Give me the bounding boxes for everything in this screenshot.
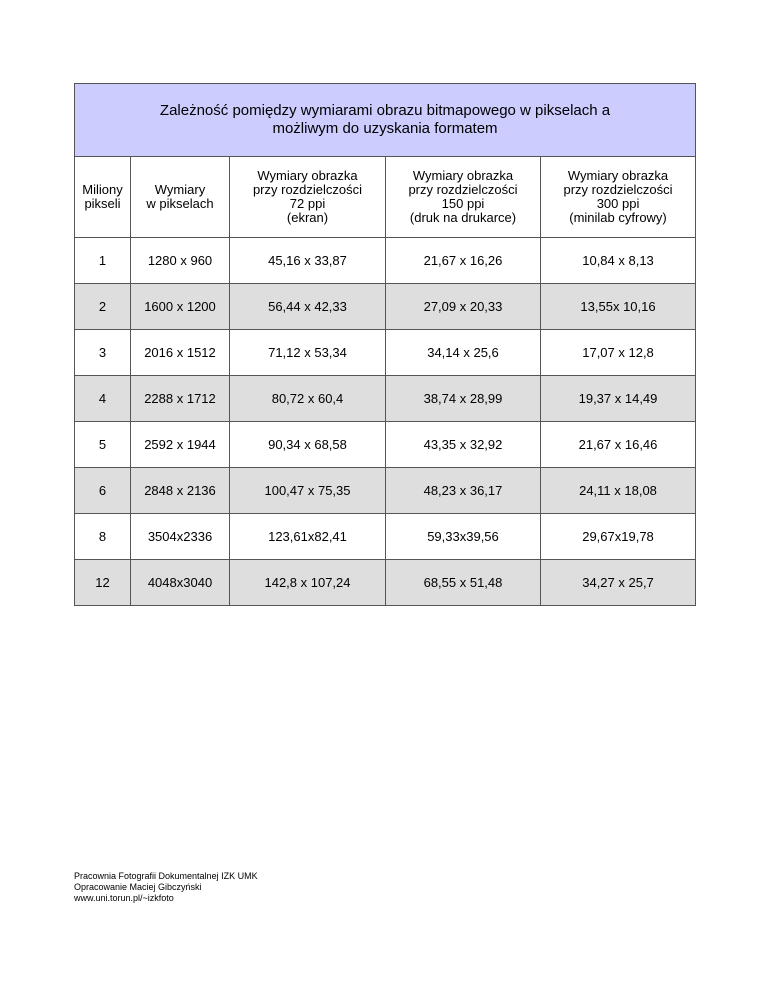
header-row bbox=[75, 157, 696, 238]
cell-megapixels: 12 bbox=[75, 560, 131, 606]
cell-pixels: 1600 x 1200 bbox=[131, 284, 230, 330]
header-line: 300 ppi bbox=[596, 196, 640, 211]
resolution-table bbox=[74, 83, 696, 606]
table-row bbox=[75, 514, 696, 560]
cell-72ppi: 142,8 x 107,24 bbox=[230, 560, 386, 606]
header-line: przy rozdzielczości bbox=[563, 182, 673, 197]
cell-72ppi: 45,16 x 33,87 bbox=[230, 238, 386, 284]
cell-300ppi: 19,37 x 14,49 bbox=[541, 376, 696, 422]
cell-pixels: 2288 x 1712 bbox=[131, 376, 230, 422]
cell-megapixels: 2 bbox=[75, 284, 131, 330]
cell-150ppi: 68,55 x 51,48 bbox=[386, 560, 541, 606]
cell-pixels: 2016 x 1512 bbox=[131, 330, 230, 376]
cell-72ppi: 100,47 x 75,35 bbox=[230, 468, 386, 514]
header-line: Wymiary obrazka bbox=[412, 168, 514, 183]
cell-150ppi: 59,33x39,56 bbox=[386, 514, 541, 560]
header-line: przy rozdzielczości bbox=[408, 182, 518, 197]
cell-megapixels: 6 bbox=[75, 468, 131, 514]
cell-pixels: 3504x2336 bbox=[131, 514, 230, 560]
cell-150ppi: 48,23 x 36,17 bbox=[386, 468, 541, 514]
cell-pixels: 2592 x 1944 bbox=[131, 422, 230, 468]
table-row bbox=[75, 330, 696, 376]
cell-megapixels: 1 bbox=[75, 238, 131, 284]
table-row bbox=[75, 560, 696, 606]
header-72ppi bbox=[230, 157, 386, 238]
cell-megapixels: 8 bbox=[75, 514, 131, 560]
cell-300ppi: 24,11 x 18,08 bbox=[541, 468, 696, 514]
cell-150ppi: 38,74 x 28,99 bbox=[386, 376, 541, 422]
header-line: Miliony bbox=[82, 182, 123, 197]
footer-line: Opracowanie Maciej Gibczyński bbox=[74, 882, 202, 892]
cell-megapixels: 3 bbox=[75, 330, 131, 376]
cell-pixels: 2848 x 2136 bbox=[131, 468, 230, 514]
table-row bbox=[75, 376, 696, 422]
table-row bbox=[75, 284, 696, 330]
header-pixel-dimensions bbox=[131, 157, 230, 238]
header-line: przy rozdzielczości bbox=[252, 182, 363, 197]
cell-150ppi: 34,14 x 25,6 bbox=[386, 330, 541, 376]
footer-line: Pracownia Fotografii Dokumentalnej IZK UMK bbox=[74, 871, 258, 881]
table-row bbox=[75, 468, 696, 514]
title-line: Zależność pomiędzy wymiarami obrazu bitmapowego w pikselach a bbox=[159, 102, 611, 119]
cell-72ppi: 90,34 x 68,58 bbox=[230, 422, 386, 468]
cell-300ppi: 17,07 x 12,8 bbox=[541, 330, 696, 376]
cell-300ppi: 34,27 x 25,7 bbox=[541, 560, 696, 606]
header-line: (ekran) bbox=[286, 210, 329, 225]
header-300ppi bbox=[541, 157, 696, 238]
header-line: (minilab cyfrowy) bbox=[569, 210, 667, 225]
cell-150ppi: 21,67 x 16,26 bbox=[386, 238, 541, 284]
header-line: Wymiary obrazka bbox=[257, 168, 358, 183]
header-line: 150 ppi bbox=[441, 196, 485, 211]
footer-line: www.uni.torun.pl/~izkfoto bbox=[74, 893, 174, 903]
cell-300ppi: 13,55x 10,16 bbox=[541, 284, 696, 330]
cell-pixels: 4048x3040 bbox=[131, 560, 230, 606]
header-megapixels bbox=[75, 157, 131, 238]
footer-credits bbox=[74, 871, 258, 904]
header-150ppi bbox=[386, 157, 541, 238]
cell-megapixels: 4 bbox=[75, 376, 131, 422]
cell-72ppi: 123,61x82,41 bbox=[230, 514, 386, 560]
table-row bbox=[75, 238, 696, 284]
cell-300ppi: 29,67x19,78 bbox=[541, 514, 696, 560]
cell-72ppi: 71,12 x 53,34 bbox=[230, 330, 386, 376]
header-line: w pikselach bbox=[146, 196, 214, 211]
header-line: Wymiary obrazka bbox=[567, 168, 669, 183]
cell-300ppi: 21,67 x 16,46 bbox=[541, 422, 696, 468]
header-line: pikseli bbox=[84, 196, 121, 211]
header-line: 72 ppi bbox=[289, 196, 326, 211]
cell-megapixels: 5 bbox=[75, 422, 131, 468]
table-title bbox=[75, 84, 696, 157]
cell-72ppi: 56,44 x 42,33 bbox=[230, 284, 386, 330]
cell-150ppi: 43,35 x 32,92 bbox=[386, 422, 541, 468]
cell-72ppi: 80,72 x 60,4 bbox=[230, 376, 386, 422]
header-line: (druk na drukarce) bbox=[409, 210, 517, 225]
header-line: Wymiary bbox=[154, 182, 206, 197]
cell-300ppi: 10,84 x 8,13 bbox=[541, 238, 696, 284]
cell-150ppi: 27,09 x 20,33 bbox=[386, 284, 541, 330]
cell-pixels: 1280 x 960 bbox=[131, 238, 230, 284]
table-row bbox=[75, 422, 696, 468]
title-line: możliwym do uzyskania formatem bbox=[272, 120, 498, 137]
